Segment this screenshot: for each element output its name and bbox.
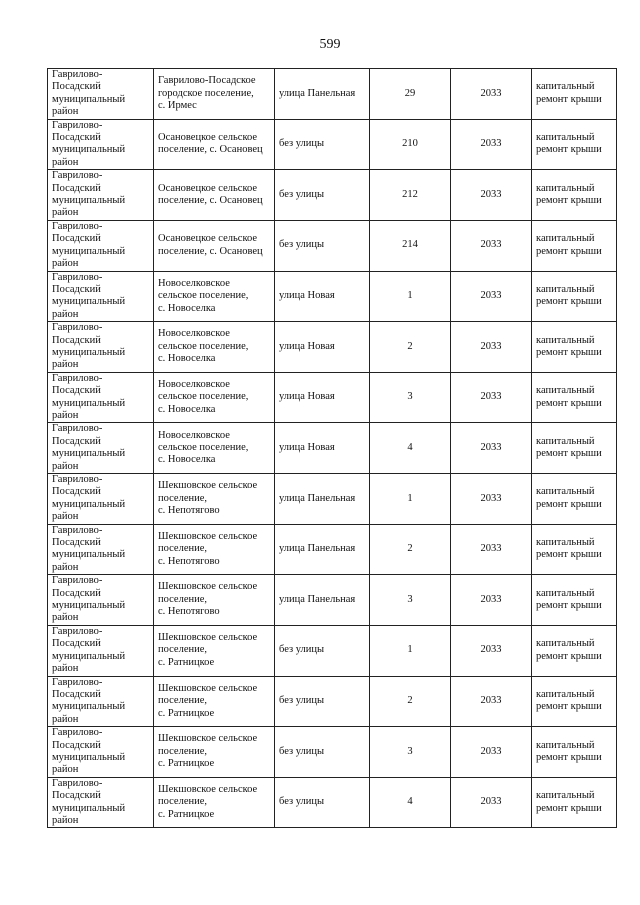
cell-house bbox=[370, 170, 451, 221]
cell-street bbox=[275, 575, 370, 626]
street-text: улица Новая bbox=[279, 290, 335, 302]
cell-house bbox=[370, 372, 451, 423]
cell-street bbox=[275, 322, 370, 373]
district-text: Гаврилово- Посадский муниципальный район bbox=[52, 69, 126, 118]
work-text: капитальный ремонт крыши bbox=[536, 739, 602, 763]
street-text: улица Панельная bbox=[279, 593, 356, 605]
house-text: 3 bbox=[407, 745, 413, 757]
cell-street bbox=[275, 220, 370, 271]
cell-house bbox=[370, 474, 451, 525]
cell-street bbox=[275, 271, 370, 322]
cell-settlement bbox=[154, 220, 275, 271]
cell-house bbox=[370, 575, 451, 626]
cell-settlement bbox=[154, 119, 275, 170]
settlement-text: Новоселковское сельское поселение, с. Новоселка bbox=[158, 277, 249, 314]
cell-year bbox=[451, 625, 532, 676]
cell-year bbox=[451, 322, 532, 373]
street-text: без улицы bbox=[279, 138, 325, 150]
house-text: 214 bbox=[402, 239, 418, 251]
cell-work bbox=[532, 625, 617, 676]
street-text: улица Панельная bbox=[279, 492, 356, 504]
street-text: улица Новая bbox=[279, 340, 335, 352]
table-row bbox=[48, 271, 617, 322]
settlement-text: Шекшовское сельское поселение, с. Ратницкое bbox=[158, 783, 258, 820]
cell-house bbox=[370, 322, 451, 373]
house-text: 1 bbox=[407, 492, 413, 504]
year-text: 2033 bbox=[480, 695, 502, 707]
cell-district bbox=[48, 170, 154, 221]
settlement-text: Осановецкое сельское поселение, с. Осановец bbox=[158, 233, 263, 257]
cell-street bbox=[275, 625, 370, 676]
cell-year bbox=[451, 220, 532, 271]
district-text: Гаврилово- Посадский муниципальный район bbox=[52, 119, 126, 168]
table-row bbox=[48, 777, 617, 828]
district-text: Гаврилово- Посадский муниципальный район bbox=[52, 372, 126, 421]
cell-house bbox=[370, 777, 451, 828]
house-text: 29 bbox=[404, 87, 416, 99]
house-text: 212 bbox=[402, 188, 418, 200]
table-row bbox=[48, 69, 617, 120]
district-text: Гаврилово- Посадский муниципальный район bbox=[52, 676, 126, 725]
cell-settlement bbox=[154, 423, 275, 474]
cell-street bbox=[275, 119, 370, 170]
table-row bbox=[48, 727, 617, 778]
district-text: Гаврилово- Посадский муниципальный район bbox=[52, 625, 126, 675]
year-text: 2033 bbox=[480, 441, 502, 453]
cell-district bbox=[48, 474, 154, 525]
street-text: без улицы bbox=[279, 695, 325, 707]
table-row bbox=[48, 676, 617, 727]
cell-settlement bbox=[154, 575, 275, 626]
work-text: капитальный ремонт крыши bbox=[536, 638, 602, 662]
cell-house bbox=[370, 423, 451, 474]
district-text: Гаврилово- Посадский муниципальный район bbox=[52, 322, 126, 371]
table-row bbox=[48, 170, 617, 221]
cell-house bbox=[370, 524, 451, 575]
cell-district bbox=[48, 625, 154, 676]
cell-settlement bbox=[154, 524, 275, 575]
work-text: капитальный ремонт крыши bbox=[536, 587, 602, 612]
settlement-text: Новоселковское сельское поселение, с. Новоселка bbox=[158, 378, 249, 415]
year-text: 2033 bbox=[480, 593, 502, 605]
year-text: 2033 bbox=[480, 290, 502, 302]
district-text: Гаврилово- Посадский муниципальный район bbox=[52, 524, 126, 573]
cell-street bbox=[275, 69, 370, 120]
cell-work bbox=[532, 220, 617, 271]
year-text: 2033 bbox=[480, 87, 502, 99]
street-text: без улицы bbox=[279, 796, 325, 808]
table-row bbox=[48, 119, 617, 170]
cell-settlement bbox=[154, 322, 275, 373]
cell-year bbox=[451, 676, 532, 727]
settlement-text: Шекшовское сельское поселение, с. Ратницкое bbox=[158, 733, 258, 770]
work-text: капитальный ремонт крыши bbox=[536, 688, 602, 713]
cell-street bbox=[275, 423, 370, 474]
street-text: улица Новая bbox=[279, 391, 335, 403]
repair-schedule-table bbox=[47, 68, 617, 828]
cell-district bbox=[48, 69, 154, 120]
street-text: улица Новая bbox=[279, 441, 335, 453]
table-row bbox=[48, 524, 617, 575]
work-text: капитальный ремонт крыши bbox=[536, 283, 602, 308]
cell-house bbox=[370, 625, 451, 676]
table-row bbox=[48, 372, 617, 423]
cell-house bbox=[370, 271, 451, 322]
district-text: Гаврилово- Посадский муниципальный район bbox=[52, 423, 126, 472]
house-text: 2 bbox=[407, 340, 413, 352]
work-text: капитальный ремонт крыши bbox=[536, 132, 602, 156]
cell-year bbox=[451, 170, 532, 221]
house-text: 1 bbox=[407, 644, 413, 656]
house-text: 210 bbox=[402, 138, 418, 150]
work-text: капитальный ремонт крыши bbox=[536, 233, 602, 257]
work-text: капитальный ремонт крыши bbox=[536, 435, 602, 460]
cell-work bbox=[532, 474, 617, 525]
year-text: 2033 bbox=[480, 796, 502, 808]
cell-street bbox=[275, 372, 370, 423]
work-text: капитальный ремонт крыши bbox=[536, 81, 602, 105]
table-row bbox=[48, 575, 617, 626]
cell-work bbox=[532, 372, 617, 423]
year-text: 2033 bbox=[480, 543, 502, 555]
work-text: капитальный ремонт крыши bbox=[536, 334, 602, 358]
cell-settlement bbox=[154, 271, 275, 322]
cell-work bbox=[532, 119, 617, 170]
street-text: улица Панельная bbox=[279, 87, 356, 99]
settlement-text: Шекшовское сельское поселение, с. Непотягово bbox=[158, 581, 258, 618]
cell-district bbox=[48, 271, 154, 322]
work-text: капитальный ремонт крыши bbox=[536, 537, 602, 561]
cell-year bbox=[451, 69, 532, 120]
settlement-text: Новоселковское сельское поселение, с. Новоселка bbox=[158, 328, 249, 365]
street-text: без улицы bbox=[279, 188, 325, 200]
cell-district bbox=[48, 372, 154, 423]
year-text: 2033 bbox=[480, 745, 502, 757]
cell-year bbox=[451, 524, 532, 575]
cell-work bbox=[532, 322, 617, 373]
cell-settlement bbox=[154, 625, 275, 676]
cell-house bbox=[370, 727, 451, 778]
cell-year bbox=[451, 777, 532, 828]
district-text: Гаврилово- Посадский муниципальный район bbox=[52, 474, 126, 523]
work-text: капитальный ремонт крыши bbox=[536, 486, 602, 510]
cell-year bbox=[451, 423, 532, 474]
settlement-text: Шекшовское сельское поселение, с. Ратницкое bbox=[158, 682, 258, 719]
table-row bbox=[48, 474, 617, 525]
cell-work bbox=[532, 271, 617, 322]
year-text: 2033 bbox=[480, 239, 502, 251]
cell-district bbox=[48, 423, 154, 474]
cell-street bbox=[275, 170, 370, 221]
cell-house bbox=[370, 69, 451, 120]
cell-street bbox=[275, 727, 370, 778]
cell-settlement bbox=[154, 372, 275, 423]
cell-year bbox=[451, 575, 532, 626]
cell-street bbox=[275, 524, 370, 575]
year-text: 2033 bbox=[480, 340, 502, 352]
street-text: без улицы bbox=[279, 745, 325, 757]
table-row bbox=[48, 220, 617, 271]
cell-district bbox=[48, 575, 154, 626]
cell-work bbox=[532, 575, 617, 626]
settlement-text: Гаврилово-Посадское городское поселение, с. Ирмес bbox=[158, 75, 256, 112]
house-text: 3 bbox=[407, 593, 413, 605]
cell-work bbox=[532, 524, 617, 575]
cell-house bbox=[370, 676, 451, 727]
year-text: 2033 bbox=[480, 138, 502, 150]
page-number: 599 bbox=[319, 37, 341, 52]
house-text: 2 bbox=[407, 695, 413, 707]
cell-street bbox=[275, 676, 370, 727]
work-text: капитальный ремонт крыши bbox=[536, 790, 602, 814]
cell-district bbox=[48, 119, 154, 170]
table-row bbox=[48, 625, 617, 676]
cell-year bbox=[451, 271, 532, 322]
cell-work bbox=[532, 69, 617, 120]
cell-work bbox=[532, 423, 617, 474]
cell-year bbox=[451, 372, 532, 423]
cell-settlement bbox=[154, 69, 275, 120]
district-text: Гаврилово- Посадский муниципальный район bbox=[52, 575, 126, 624]
cell-district bbox=[48, 524, 154, 575]
cell-settlement bbox=[154, 170, 275, 221]
cell-work bbox=[532, 777, 617, 828]
cell-year bbox=[451, 727, 532, 778]
house-text: 4 bbox=[407, 796, 413, 808]
cell-district bbox=[48, 777, 154, 828]
cell-work bbox=[532, 676, 617, 727]
settlement-text: Шекшовское сельское поселение, с. Непотягово bbox=[158, 480, 258, 517]
cell-district bbox=[48, 727, 154, 778]
district-text: Гаврилово- Посадский муниципальный район bbox=[52, 220, 126, 270]
house-text: 2 bbox=[407, 543, 413, 555]
year-text: 2033 bbox=[480, 188, 502, 200]
cell-year bbox=[451, 119, 532, 170]
settlement-text: Осановецкое сельское поселение, с. Осановец bbox=[158, 182, 263, 207]
cell-street bbox=[275, 474, 370, 525]
year-text: 2033 bbox=[480, 644, 502, 656]
settlement-text: Осановецкое сельское поселение, с. Осановец bbox=[158, 132, 263, 156]
cell-street bbox=[275, 777, 370, 828]
house-text: 1 bbox=[407, 290, 413, 302]
cell-settlement bbox=[154, 676, 275, 727]
cell-district bbox=[48, 322, 154, 373]
settlement-text: Новоселковское сельское поселение, с. Новоселка bbox=[158, 429, 249, 466]
district-text: Гаврилово- Посадский муниципальный район bbox=[52, 170, 126, 219]
table-row bbox=[48, 423, 617, 474]
cell-house bbox=[370, 119, 451, 170]
cell-settlement bbox=[154, 474, 275, 525]
year-text: 2033 bbox=[480, 391, 502, 403]
cell-district bbox=[48, 676, 154, 727]
cell-work bbox=[532, 727, 617, 778]
district-text: Гаврилово- Посадский муниципальный район bbox=[52, 777, 126, 826]
work-text: капитальный ремонт крыши bbox=[536, 385, 602, 409]
cell-work bbox=[532, 170, 617, 221]
district-text: Гаврилово- Посадский муниципальный район bbox=[52, 271, 126, 320]
street-text: без улицы bbox=[279, 239, 325, 251]
street-text: без улицы bbox=[279, 644, 325, 656]
district-text: Гаврилово- Посадский муниципальный район bbox=[52, 727, 126, 776]
cell-year bbox=[451, 474, 532, 525]
house-text: 4 bbox=[407, 441, 413, 453]
settlement-text: Шекшовское сельское поселение, с. Ратницкое bbox=[158, 632, 258, 668]
cell-house bbox=[370, 220, 451, 271]
cell-settlement bbox=[154, 777, 275, 828]
street-text: улица Панельная bbox=[279, 543, 356, 555]
work-text: капитальный ремонт крыши bbox=[536, 182, 602, 207]
year-text: 2033 bbox=[480, 492, 502, 504]
table-row bbox=[48, 322, 617, 373]
house-text: 3 bbox=[407, 391, 413, 403]
cell-district bbox=[48, 220, 154, 271]
cell-settlement bbox=[154, 727, 275, 778]
settlement-text: Шекшовское сельское поселение, с. Непотягово bbox=[158, 530, 258, 567]
